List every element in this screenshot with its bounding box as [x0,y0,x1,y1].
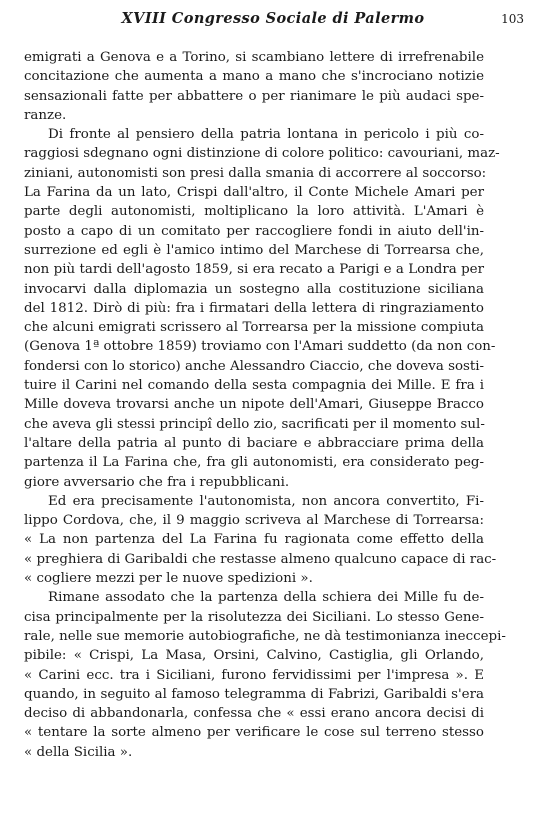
text-line: Mille doveva trovarsi anche un nipote dell'Amari, Giuseppe Bracco [24,397,484,413]
text-line: Ed era precisamente l'autonomista, non ancora convertito, Fi- [48,493,484,509]
text-line: non più tardi dell'agosto 1859, si era recato a Parigi e a Londra per [24,262,484,278]
text-line: tuire il Carini nel comando della sesta compagnia dei Mille. E fra i [24,378,484,394]
text-line: Rimane assodato che la partenza della schiera dei Mille fu de- [48,590,484,606]
text-line: La Farina da un lato, Crispi dall'altro, il Conte Michele Amari per [24,185,484,201]
text-line: che alcuni emigrati scrissero al Torrearsa per la missione compiuta [24,320,484,336]
page-number: 103 [501,12,524,26]
running-head [22,10,524,30]
text-line: « preghiera di Garibaldi che restasse almeno qualcuno capace di rac- [24,551,497,567]
text-line: giore avversario che fra i repubblicani. [24,474,290,490]
text-line: sensazionali fatte per abbattere o per rianimare le più audaci spe- [24,88,484,104]
text-line: raggiosi sdegnano ogni distinzione di colore politico: cavouriani, maz- [24,146,500,162]
text-line: lippo Cordova, che, il 9 maggio scriveva al Marchese di Torrearsa: [24,513,484,529]
text-line: pibile: « Crispi, La Masa, Orsini, Calvino, Castiglia, gli Orlando, [24,648,484,664]
text-line: l'altare della patria al punto di baciare e abbracciare prima della [24,435,484,451]
text-line: ranze. [24,107,67,123]
text-line: ziniani, autonomisti son presi dalla smania di accorrere al soccorso: [24,165,487,181]
text-line: deciso di abbandonarla, confessa che « essi erano ancora decisi di [24,706,484,722]
text-line: del 1812. Dirò di più: fra i firmatari della lettera di ringraziamento [24,300,484,316]
text-line: fondersi con lo storico) anche Alessandro Ciaccio, che doveva sosti- [24,358,485,374]
text-line: surrezione ed egli è l'amico intimo del Marchese di Torrearsa che, [24,242,484,258]
text-line: invocarvi dalla diplomazia un sostegno alla costituzione siciliana [24,281,484,297]
text-line: emigrati a Genova e a Torino, si scambiano lettere di irrefrenabile [24,50,484,65]
text-line: « La non partenza del La Farina fu ragionata come effetto della [24,532,484,548]
text-line: « tentare la sorte almeno per verificare le cose sul terreno stesso [24,725,484,741]
text-line: partenza il La Farina che, fra gli autonomisti, era considerato peg- [24,455,484,471]
text-line: posto a capo di un comitato per raccogliere fondi in aiuto dell'in- [24,223,484,239]
text-line: « cogliere mezzi per le nuove spedizioni ». [24,571,313,587]
text-line: concitazione che aumenta a mano a mano che s'incrociano notizie [24,69,484,85]
text-line: parte degli autonomisti, moltiplicano la loro attività. L'Amari è [24,204,484,220]
text-line: (Genova 1ª ottobre 1859) troviamo con l'Amari suddetto (da non con- [24,339,496,355]
text-line: rale, nelle sue memorie autobiografiche, ne dà testimonianza ineccepi- [24,628,506,644]
text-line: « della Sicilia ». [24,744,133,760]
text-line: che aveva gli stessi principî dello zio, sacrificati per il momento sul- [24,416,485,432]
text-line: Di fronte al pensiero della patria lontana in pericolo i più co- [48,127,484,143]
text-line: cisa principalmente per la risolutezza dei Siciliani. Lo stesso Gene- [24,609,484,625]
running-title: XVIII Congresso Sociale di Palermo [121,10,425,27]
body-text [24,48,506,762]
text-line: quando, in seguito al famoso telegramma di Fabrizi, Garibaldi s'era [24,686,484,702]
text-line: « Carini ecc. tra i Siciliani, furono fervidissimi per l'impresa ». E [24,667,484,683]
